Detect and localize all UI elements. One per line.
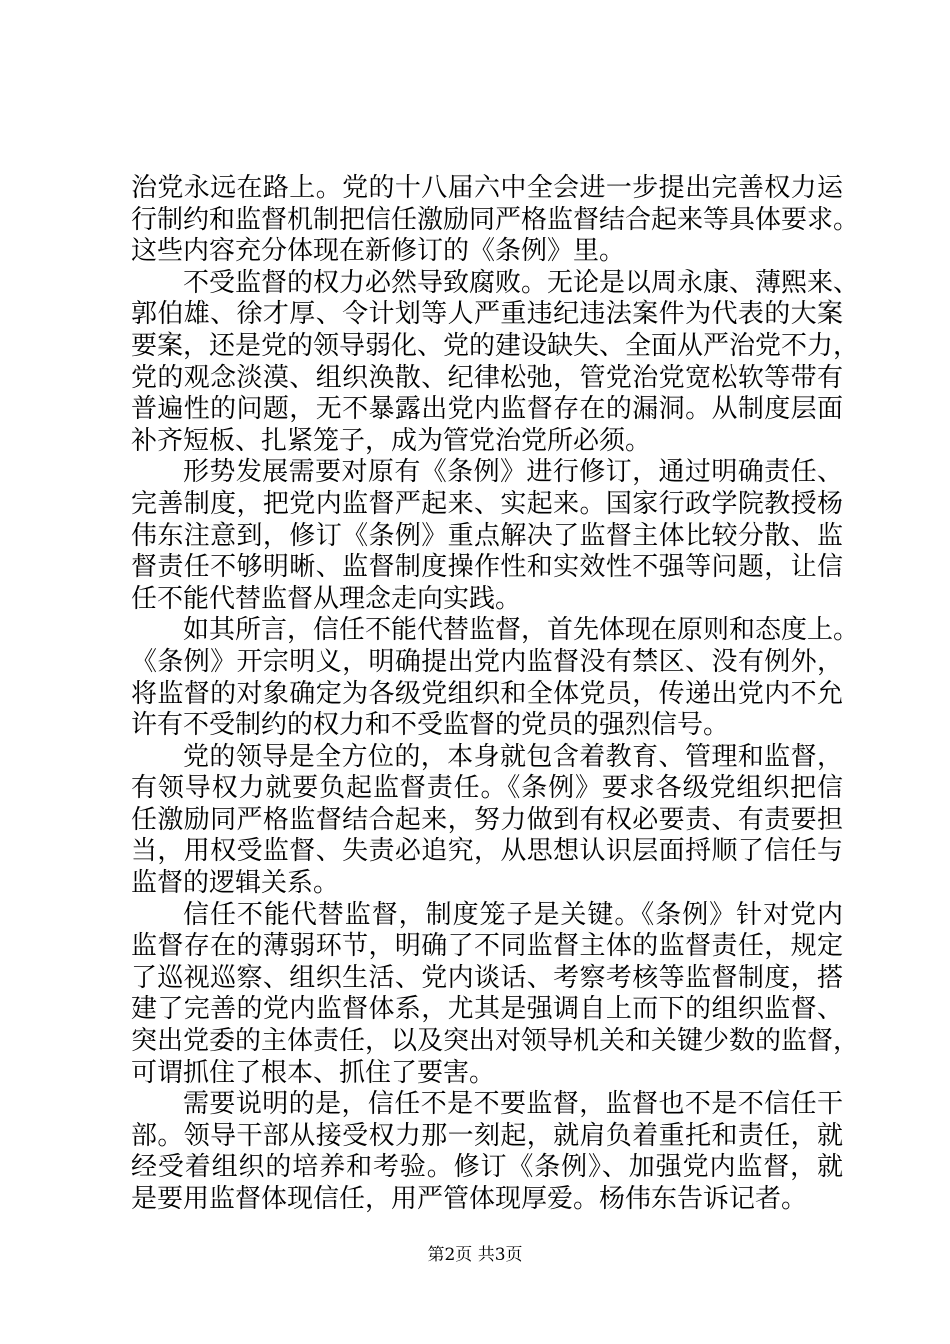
text-line: 监督存在的薄弱环节，明确了不同监督主体的监督责任，规定	[131, 931, 843, 962]
paragraph-start-line: 如其所言，信任不能代替监督，首先体现在原则和态度上。	[183, 615, 860, 646]
text-line: 当，用权受监督、失责必追究，从思想认识层面捋顺了信任与	[131, 836, 843, 867]
text-line: 伟东注意到，修订《条例》重点解决了监督主体比较分散、监	[131, 520, 843, 551]
text-line: 完善制度，把党内监督严起来、实起来。国家行政学院教授杨	[131, 488, 843, 519]
text-line: 郭伯雄、徐才厚、令计划等人严重违纪违法案件为代表的大案	[131, 299, 843, 330]
text-line: 建了完善的党内监督体系，尤其是强调自上而下的组织监督、	[131, 994, 843, 1025]
body-text	[131, 173, 860, 1216]
text-line: 党的观念淡漠、组织涣散、纪律松弛，管党治党宽松软等带有	[131, 362, 843, 393]
text-line: 督责任不够明晰、监督制度操作性和实效性不强等问题，让信	[131, 552, 843, 583]
page-number-footer: 第2页 共3页	[427, 1245, 523, 1265]
text-line: 有领导权力就要负起监督责任。《条例》要求各级党组织把信	[131, 773, 843, 804]
paragraph-start-line: 不受监督的权力必然导致腐败。无论是以周永康、薄熙来、	[183, 267, 860, 298]
text-line: 补齐短板、扎紧笼子，成为管党治党所必须。	[131, 425, 652, 456]
text-line: 这些内容充分体现在新修订的《条例》里。	[131, 236, 626, 267]
text-line: 监督的逻辑关系。	[131, 868, 340, 899]
text-line: 了巡视巡察、组织生活、党内谈话、考察考核等监督制度，搭	[131, 962, 843, 993]
text-line: 突出党委的主体责任，以及突出对领导机关和关键少数的监督，	[131, 1026, 860, 1057]
paragraph-start-line: 党的领导是全方位的，本身就包含着教育、管理和监督，	[183, 741, 843, 772]
paragraph-start-line: 需要说明的是，信任不是不要监督，监督也不是不信任干	[183, 1089, 843, 1120]
text-line: 任激励同严格监督结合起来，努力做到有权必要责、有责要担	[131, 804, 843, 835]
text-line: 治党永远在路上。党的十八届六中全会进一步提出完善权力运	[131, 173, 843, 203]
text-line: 许有不受制约的权力和不受监督的党员的强烈信号。	[131, 710, 730, 741]
text-line: 可谓抓住了根本、抓住了要害。	[131, 1057, 496, 1088]
text-line: 《条例》开宗明义，明确提出党内监督没有禁区、没有例外，	[131, 646, 843, 677]
paragraph-start-line: 形势发展需要对原有《条例》进行修订，通过明确责任、	[183, 457, 843, 488]
text-line: 部。领导干部从接受权力那一刻起，就肩负着重托和责任，就	[131, 1120, 843, 1151]
paragraph-start-line: 信任不能代替监督，制度笼子是关键。《条例》针对党内	[183, 899, 843, 930]
text-line: 行制约和监督机制把信任激励同严格监督结合起来等具体要求。	[131, 204, 860, 235]
text-line: 经受着组织的培养和考验。修订《条例》、加强党内监督，就	[131, 1152, 843, 1183]
text-line: 将监督的对象确定为各级党组织和全体党员，传递出党内不允	[131, 678, 843, 709]
text-line: 普遍性的问题，无不暴露出党内监督存在的漏洞。从制度层面	[131, 394, 843, 425]
text-line: 任不能代替监督从理念走向实践。	[131, 583, 522, 614]
text-line: 是要用监督体现信任，用严管体现厚爱。杨伟东告诉记者。	[131, 1184, 808, 1214]
text-line: 要案，还是党的领导弱化、党的建设缺失、全面从严治党不力，	[131, 330, 860, 361]
